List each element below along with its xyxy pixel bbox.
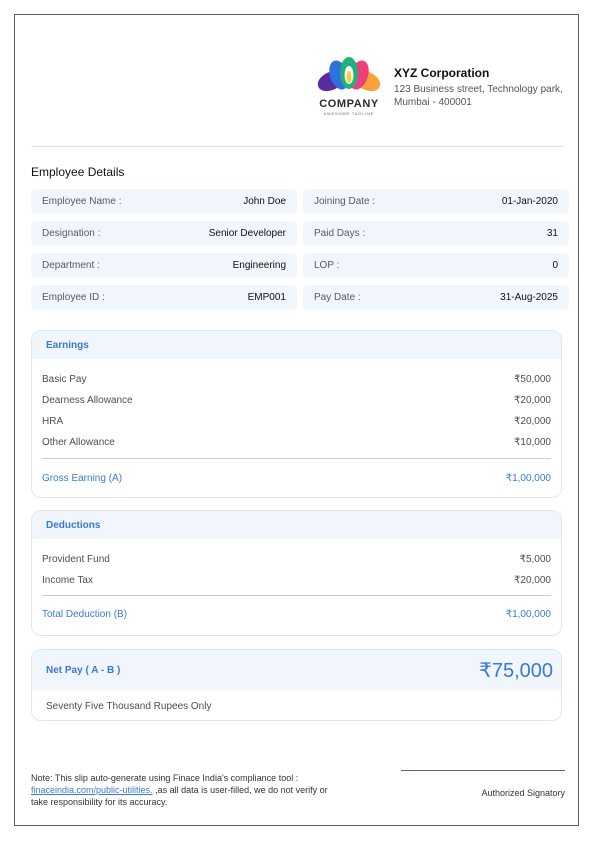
field-value: 31-Aug-2025 <box>500 292 558 303</box>
company-address: 123 Business street, Technology park, Mumbai - 400001 <box>394 84 563 108</box>
net-pay-header <box>32 650 561 690</box>
net-pay-card <box>31 649 562 721</box>
earnings-title: Earnings <box>32 331 561 359</box>
paid-days-field <box>303 221 569 246</box>
employee-details-title: Employee Details <box>31 165 125 179</box>
field-value: John Doe <box>243 196 286 207</box>
header-divider <box>31 146 564 147</box>
deduction-amount: ₹20,000 <box>514 575 551 586</box>
field-value: 0 <box>552 260 558 271</box>
signature-line <box>401 770 565 771</box>
field-label: Joining Date : <box>314 196 376 207</box>
deduction-row <box>42 575 551 586</box>
joining-date-field <box>303 189 569 214</box>
authorized-signatory-label: Authorized Signatory <box>481 788 565 798</box>
field-value: Engineering <box>232 260 286 271</box>
lotus-icon <box>313 55 385 99</box>
earning-label: Basic Pay <box>42 374 87 385</box>
field-value: Senior Developer <box>208 228 286 239</box>
earning-row <box>42 437 551 448</box>
payslip-page <box>14 14 579 826</box>
note-suffix: ,as all data is user-filled, we do not verify or take responsibility for its accuracy. <box>31 785 328 807</box>
field-label: Employee ID : <box>42 292 105 303</box>
designation-field <box>31 221 297 246</box>
earning-label: Dearness Allowance <box>42 395 133 406</box>
net-pay-label: Net Pay ( A - B ) <box>46 664 121 676</box>
earning-row <box>42 416 551 427</box>
logo-tagline: AWESOME TAGLINE <box>323 111 375 116</box>
utility-link[interactable]: finaceindia.com/public-utilities. <box>31 785 153 795</box>
logo-wordmark: COMPANY <box>319 98 379 110</box>
field-value: 31 <box>546 228 558 239</box>
pay-date-field <box>303 285 569 310</box>
field-label: LOP : <box>314 260 340 271</box>
field-label: Employee Name : <box>42 196 122 207</box>
total-deduction-row <box>42 609 551 620</box>
earning-amount: ₹20,000 <box>514 395 551 406</box>
earning-label: Other Allowance <box>42 437 115 448</box>
field-label: Pay Date : <box>314 292 361 303</box>
earning-amount: ₹10,000 <box>514 437 551 448</box>
deductions-title: Deductions <box>32 511 561 539</box>
earning-amount: ₹20,000 <box>514 416 551 427</box>
disclaimer-note <box>31 772 331 808</box>
department-field <box>31 253 297 278</box>
earning-amount: ₹50,000 <box>514 374 551 385</box>
gross-earning-row <box>42 473 551 484</box>
deduction-label: Income Tax <box>42 575 93 586</box>
gross-earning-label: Gross Earning (A) <box>42 473 123 484</box>
gross-earning-amount: ₹1,00,000 <box>505 473 551 484</box>
total-deduction-label: Total Deduction (B) <box>42 609 128 620</box>
field-value: EMP001 <box>247 292 286 303</box>
lop-field <box>303 253 569 278</box>
earnings-card <box>31 330 562 498</box>
note-prefix: Note: This slip auto-generate using Finace India's compliance tool : <box>31 773 299 783</box>
total-deduction-amount: ₹1,00,000 <box>505 609 551 620</box>
deduction-amount: ₹5,000 <box>519 554 551 565</box>
deductions-divider <box>42 595 551 596</box>
earning-row <box>42 374 551 385</box>
deduction-label: Provident Fund <box>42 554 110 565</box>
earning-label: HRA <box>42 416 64 427</box>
field-label: Designation : <box>42 228 101 239</box>
company-logo <box>313 55 385 133</box>
net-pay-amount: ₹75,000 <box>479 659 553 682</box>
earnings-divider <box>42 458 551 459</box>
deductions-card <box>31 510 562 636</box>
employee-name-field <box>31 189 297 214</box>
field-value: 01-Jan-2020 <box>501 196 558 207</box>
deduction-row <box>42 554 551 565</box>
net-pay-in-words: Seventy Five Thousand Rupees Only <box>46 701 212 712</box>
field-label: Paid Days : <box>314 228 366 239</box>
earning-row <box>42 395 551 406</box>
employee-id-field <box>31 285 297 310</box>
field-label: Department : <box>42 260 100 271</box>
company-name: XYZ Corporation <box>394 66 490 80</box>
